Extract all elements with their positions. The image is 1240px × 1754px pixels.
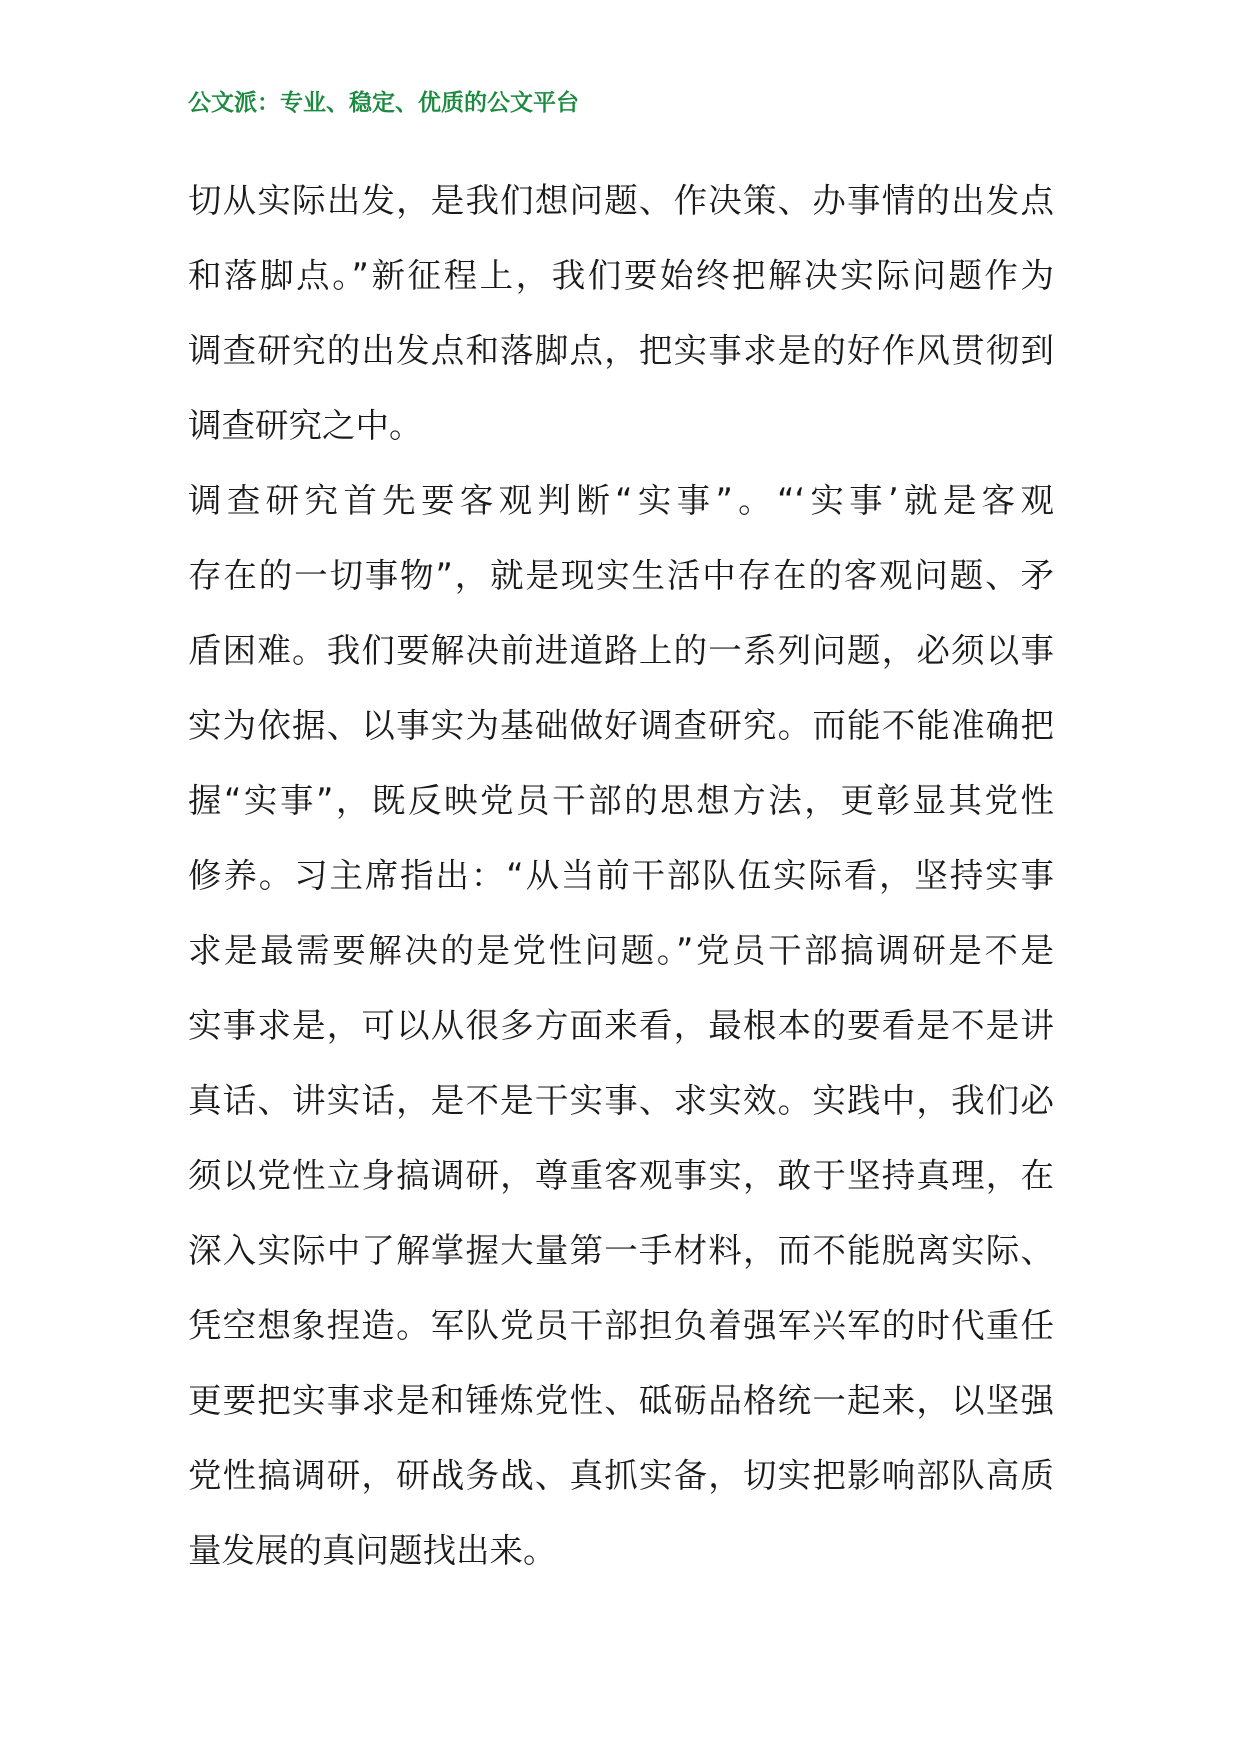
text-line: 盾困难。我们要解决前进道路上的一系列问题，必须以事 [188,631,1054,670]
text-line: 调查研究首先要客观判断“实事”。“‘实事’就是客观 [188,481,1054,520]
platform-header: 公文派：专业、稳定、优质的公文平台 [188,89,579,116]
text-line: 深入实际中了解掌握大量第一手材料，而不能脱离实际、 [188,1231,1054,1270]
text-line: 须以党性立身搞调研，尊重客观事实，敢于坚持真理，在 [188,1156,1054,1195]
text-line: 修养。习主席指出：“从当前干部队伍实际看，坚持实事 [188,856,1054,895]
text-line: 凭空想象捏造。军队党员干部担负着强军兴军的时代重任 [188,1306,1054,1345]
text-line: 真话、讲实话，是不是干实事、求实效。实践中，我们必 [188,1081,1054,1120]
text-line: 存在的一切事物”，就是现实生活中存在的客观问题、矛 [188,556,1054,595]
text-line: 握“实事”，既反映党员干部的思想方法，更彰显其党性 [188,781,1054,820]
text-line: 实事求是，可以从很多方面来看，最根本的要看是不是讲 [188,1006,1054,1045]
text-line: 实为依据、以事实为基础做好调查研究。而能不能准确把 [188,706,1054,745]
text-line: 求是最需要解决的是党性问题。”党员干部搞调研是不是 [188,931,1054,970]
text-line: 更要把实事求是和锤炼党性、砥砺品格统一起来，以坚强 [188,1381,1054,1420]
text-line: 调查研究之中。 [188,406,423,445]
document-body [188,163,1054,1588]
text-line: 切从实际出发，是我们想问题、作决策、办事情的出发点 [188,181,1054,220]
text-line: 调查研究的出发点和落脚点，把实事求是的好作风贯彻到 [188,331,1054,370]
text-line: 量发展的真问题找出来。 [188,1531,557,1570]
paragraph-2 [188,463,1054,1588]
text-line: 党性搞调研，研战务战、真抓实备，切实把影响部队高质 [188,1456,1054,1495]
paragraph-1 [188,163,1054,463]
text-line: 和落脚点。”新征程上，我们要始终把解决实际问题作为 [188,256,1054,295]
